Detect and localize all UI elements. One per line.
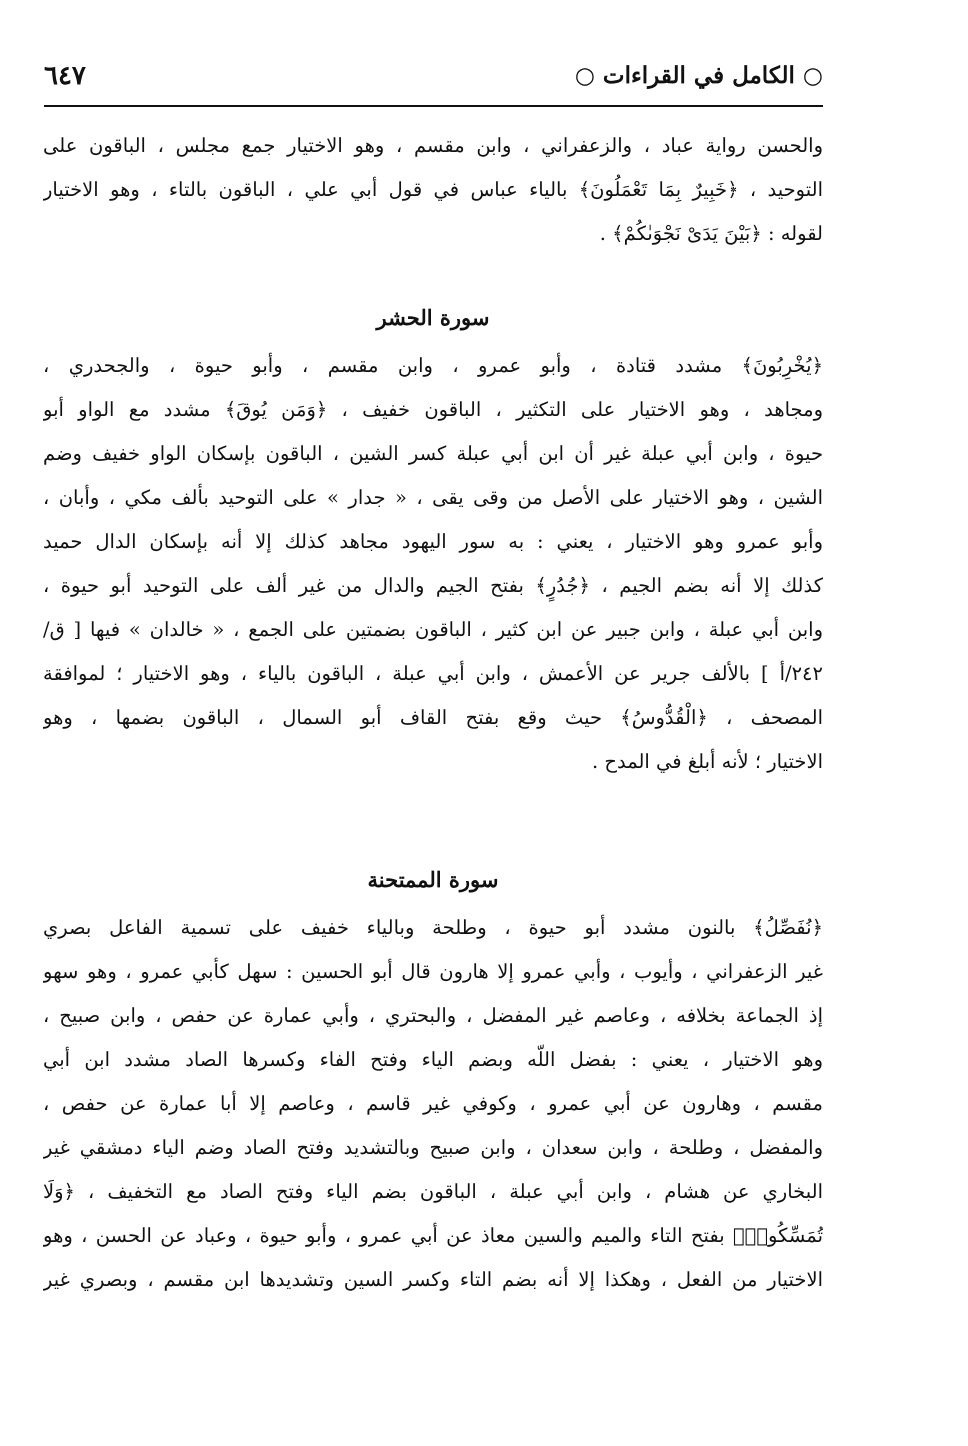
text-line: لقوله : ﴿بَيْنَ يَدَىْ نَجْوَىٰكُمْ﴾ .	[599, 222, 823, 245]
running-title: ○ الكامل في القراءات ○	[574, 62, 823, 89]
text-line: وابن أبي عبلة ، وابن جبير عن ابن كثير ، الباقون بضمتين على الجمع ، « خالدان » فيها [ ق/	[43, 618, 823, 641]
text-line: المصحف ، ﴿الْقُدُّوسُ﴾ حيث وقع بفتح القاف أبو السمال ، الباقون بضمها ، وهو	[43, 706, 823, 729]
text-line: الشين ، وهو الاختيار على الأصل من وقى يقى ، « جدار » على التوحيد بألف مكي ، وأبان ،	[43, 486, 823, 509]
intro-paragraph	[43, 124, 823, 256]
text-line: الاختيار ؛ لأنه أبلغ في المدح .	[591, 750, 823, 773]
sura-hashr-paragraph	[43, 344, 823, 784]
text-line: غير الزعفراني ، وأيوب ، وأبي عمرو إلا هارون قال أبو الحسين : سهل كأبي عمرو ، وهو سهو	[43, 960, 823, 983]
text-line: البخاري عن هشام ، وابن أبي عبلة ، الباقون بضم الياء وفتح الصاد مع التخفيف ، ﴿وَلَا	[43, 1180, 823, 1203]
text-line: ﴿نُفَصِّلُ﴾ بالنون مشدد أبو حيوة ، وطلحة وبالياء خفيف على تسمية الفاعل بصري	[43, 916, 823, 939]
text-line: وهو الاختيار ، يعني : بفضل اللّه وبضم الياء وفتح الفاء وكسرها الصاد مشدد ابن أبي	[43, 1048, 823, 1071]
text-line: التوحيد ، ﴿خَبِيرٌ بِمَا تَعْمَلُونَ﴾ بالياء عباس في قول أبي علي ، الباقون بالتاء ، وهو الاختيار	[43, 178, 823, 201]
text-line: حيوة ، وابن أبي عبلة غير أن ابن أبي عبلة كسر الشين ، الباقون بإسكان الواو خفيف وضم	[43, 442, 823, 465]
text-line: كذلك إلا أنه بضم الجيم ، ﴿جُدُرٍ﴾ بفتح الجيم والدال من غير ألف على التوحيد أبو حيوة ،	[43, 574, 823, 597]
text-line: تُمَسِّكُوا۟﴾ بفتح التاء والميم والسين معاذ عن أبي عمرو ، وأبو حيوة ، وعباد عن الحسن ، وهو	[43, 1224, 823, 1247]
text-line: ﴿يُخْرِبُونَ﴾ مشدد قتادة ، وأبو عمرو ، وابن مقسم ، وأبو حيوة ، والجحدري ،	[43, 354, 823, 377]
header-divider	[44, 105, 823, 107]
text-line: وأبو عمرو وهو الاختيار ، يعني : به سور اليهود مجاهد كذلك إلا أنه بإسكان الدال حميد	[43, 530, 823, 553]
sura-mumtahana-title: سورة الممتحنة	[367, 867, 499, 892]
text-line: ٢٤٢/أ ] بالألف جرير عن الأعمش ، وابن أبي عبلة ، الباقون بالياء ، وهو الاختيار ؛ لموافقة	[43, 662, 823, 685]
text-line: والحسن رواية عباد ، والزعفراني ، وابن مقسم ، وهو الاختيار جمع مجلس ، الباقون على	[43, 134, 823, 157]
text-line: إذ الجماعة بخلافه ، وعاصم غير المفضل ، والبحتري ، وأبي عمارة عن حفص ، وابن صبيح ،	[43, 1004, 823, 1027]
text-line: مقسم ، وهارون عن أبي عمرو ، وكوفي غير قاسم ، وعاصم إلا أبا عمارة عن حفص ،	[43, 1092, 823, 1115]
page-header	[44, 58, 823, 98]
sura-mumtahana-paragraph	[43, 906, 823, 1302]
text-line: ومجاهد ، وهو الاختيار على التكثير ، الباقون خفيف ، ﴿وَمَن يُوقَ﴾ مشدد مع الواو أبو	[43, 398, 823, 421]
text-line: الاختيار من الفعل ، وهكذا إلا أنه بضم التاء وكسر السين وتشديدها ابن مقسم ، وبصري غير	[43, 1268, 823, 1291]
text-line: والمفضل ، وطلحة ، وابن سعدان ، وابن صبيح وبالتشديد وفتح الصاد وضم الياء دمشقي غير	[43, 1136, 823, 1159]
page-number: ٦٤٧	[44, 61, 86, 91]
sura-hashr-title: سورة الحشر	[376, 305, 490, 330]
